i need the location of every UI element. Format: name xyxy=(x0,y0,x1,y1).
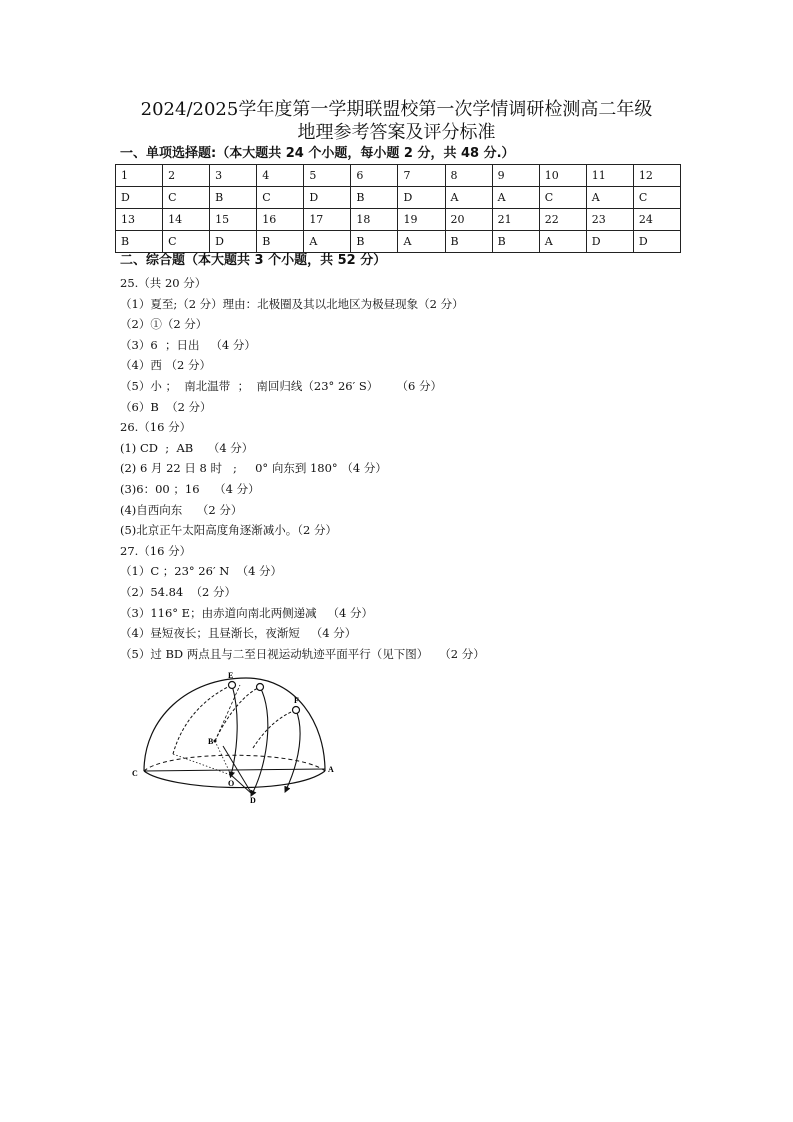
answer-line: 25.（共 20 分） xyxy=(120,276,207,290)
answer-cell: D xyxy=(116,187,163,209)
answer-cell: B xyxy=(445,231,492,253)
question-number-cell: 2 xyxy=(163,165,210,187)
answer-row xyxy=(116,187,681,209)
ca-line xyxy=(144,769,325,771)
answer-cell: B xyxy=(257,231,304,253)
answer-cell: C xyxy=(257,187,304,209)
answer-line: (1) CD ; AB （4 分） xyxy=(120,440,254,455)
answer-cell: B xyxy=(492,231,539,253)
question-number-cell: 18 xyxy=(351,209,398,231)
answer-cell: B xyxy=(116,231,163,253)
answer-line: 27.（16 分） xyxy=(120,543,192,558)
question-number-cell: 5 xyxy=(304,165,351,187)
answer-line: （1）夏至;（2 分）理由：北极圈及其以北地区为极昼现象（2 分） xyxy=(120,296,464,311)
answer-cell: D xyxy=(304,187,351,209)
arc-mid-solid xyxy=(252,687,268,794)
sun-f xyxy=(293,707,300,714)
answer-cell: A xyxy=(539,231,586,253)
question-number-cell: 1 xyxy=(116,165,163,187)
label-d: D xyxy=(250,796,256,805)
answer-cell: D xyxy=(398,187,445,209)
answer-cell: D xyxy=(633,231,680,253)
question-number-cell: 7 xyxy=(398,165,445,187)
question-number-cell: 9 xyxy=(492,165,539,187)
answer-line: （2）54.84 （2 分） xyxy=(120,585,237,599)
answer-line: （6）B （2 分） xyxy=(120,399,212,414)
label-c: C xyxy=(132,769,138,778)
answer-cell: C xyxy=(633,187,680,209)
question-number-cell: 6 xyxy=(351,165,398,187)
answer-cell: C xyxy=(163,231,210,253)
answer-line: 26.（16 分） xyxy=(120,420,192,435)
arc-f-solid xyxy=(286,710,300,790)
answer-line: （4）西 （2 分） xyxy=(120,358,211,373)
question-number-cell: 21 xyxy=(492,209,539,231)
answer-cell: A xyxy=(304,231,351,253)
question-number-cell: 3 xyxy=(210,165,257,187)
document-title: 2024/2025学年度第一学期联盟校第一次学情调研检测高二年级 xyxy=(140,99,653,120)
answer-cell: B xyxy=(351,231,398,253)
document-subtitle: 地理参考答案及评分标准 xyxy=(297,122,496,143)
section-heading-choice: 一、单项选择题:（本大题共 24 个小题，每小题 2 分，共 48 分.） xyxy=(120,146,515,161)
label-b: B xyxy=(208,737,214,746)
question-number-cell: 14 xyxy=(163,209,210,231)
answer-table xyxy=(115,164,681,253)
question-number-cell: 12 xyxy=(633,165,680,187)
answer-cell: A xyxy=(586,187,633,209)
question-number-cell: 13 xyxy=(116,209,163,231)
arc-e-dashed xyxy=(173,685,232,754)
celestial-hemisphere-diagram xyxy=(128,668,343,808)
answer-line: （3）116° E；由赤道向南北两侧递减 （4 分） xyxy=(120,605,374,620)
question-number-cell: 16 xyxy=(257,209,304,231)
answer-line: （4）昼短夜长；且昼渐长，夜渐短 （4 分） xyxy=(120,626,357,641)
answer-cell: B xyxy=(351,187,398,209)
label-o: O xyxy=(228,779,235,788)
label-f: F xyxy=(294,696,299,705)
answer-cell: A xyxy=(398,231,445,253)
answer-cell: D xyxy=(586,231,633,253)
answer-line: （1）C ；23° 26′ N （4 分） xyxy=(120,564,283,579)
answer-line: （5）小 ； 南北温带 ； 南回归线（23° 26′ S） （6 分） xyxy=(120,379,442,393)
answer-cell: B xyxy=(210,187,257,209)
answer-cell: A xyxy=(445,187,492,209)
question-number-row xyxy=(116,165,681,187)
question-number-cell: 11 xyxy=(586,165,633,187)
sun-mid xyxy=(257,684,264,691)
answer-line: （3）6 ；日出 （4 分） xyxy=(120,337,256,352)
question-number-cell: 24 xyxy=(633,209,680,231)
question-number-cell: 8 xyxy=(445,165,492,187)
answer-cell: D xyxy=(210,231,257,253)
answer-row xyxy=(116,231,681,253)
label-e: E xyxy=(228,671,234,680)
answer-cell: A xyxy=(492,187,539,209)
answer-line: (5)北京正午太阳高度角逐渐减小。（2 分） xyxy=(120,523,338,538)
section-heading-comprehensive: 二、综合题（本大题共 3 个小题，共 52 分） xyxy=(120,253,387,268)
question-number-cell: 20 xyxy=(445,209,492,231)
question-number-cell: 17 xyxy=(304,209,351,231)
answer-line: （5）过 BD 两点且与二至日视运动轨迹平面平行（见下图） （2 分） xyxy=(120,646,485,661)
question-number-cell: 19 xyxy=(398,209,445,231)
answer-cell: C xyxy=(163,187,210,209)
question-number-cell: 10 xyxy=(539,165,586,187)
answer-line: (2) 6 月 22 日 8 时 ; 0° 向东到 180° （4 分） xyxy=(120,461,387,476)
answer-cell: C xyxy=(539,187,586,209)
question-number-cell: 22 xyxy=(539,209,586,231)
question-number-cell: 15 xyxy=(210,209,257,231)
question-number-cell: 23 xyxy=(586,209,633,231)
answer-line: （2）①（2 分） xyxy=(120,317,208,332)
question-number-cell: 4 xyxy=(257,165,304,187)
horizon-front xyxy=(144,771,325,788)
sun-e xyxy=(229,682,236,689)
label-a: A xyxy=(328,765,334,774)
arc-f-dashed xyxy=(253,710,296,748)
answer-line: (4)自西向东 （2 分） xyxy=(120,502,243,517)
answer-line: (3)6：00 ；16 （4 分） xyxy=(120,482,260,496)
question-number-row xyxy=(116,209,681,231)
